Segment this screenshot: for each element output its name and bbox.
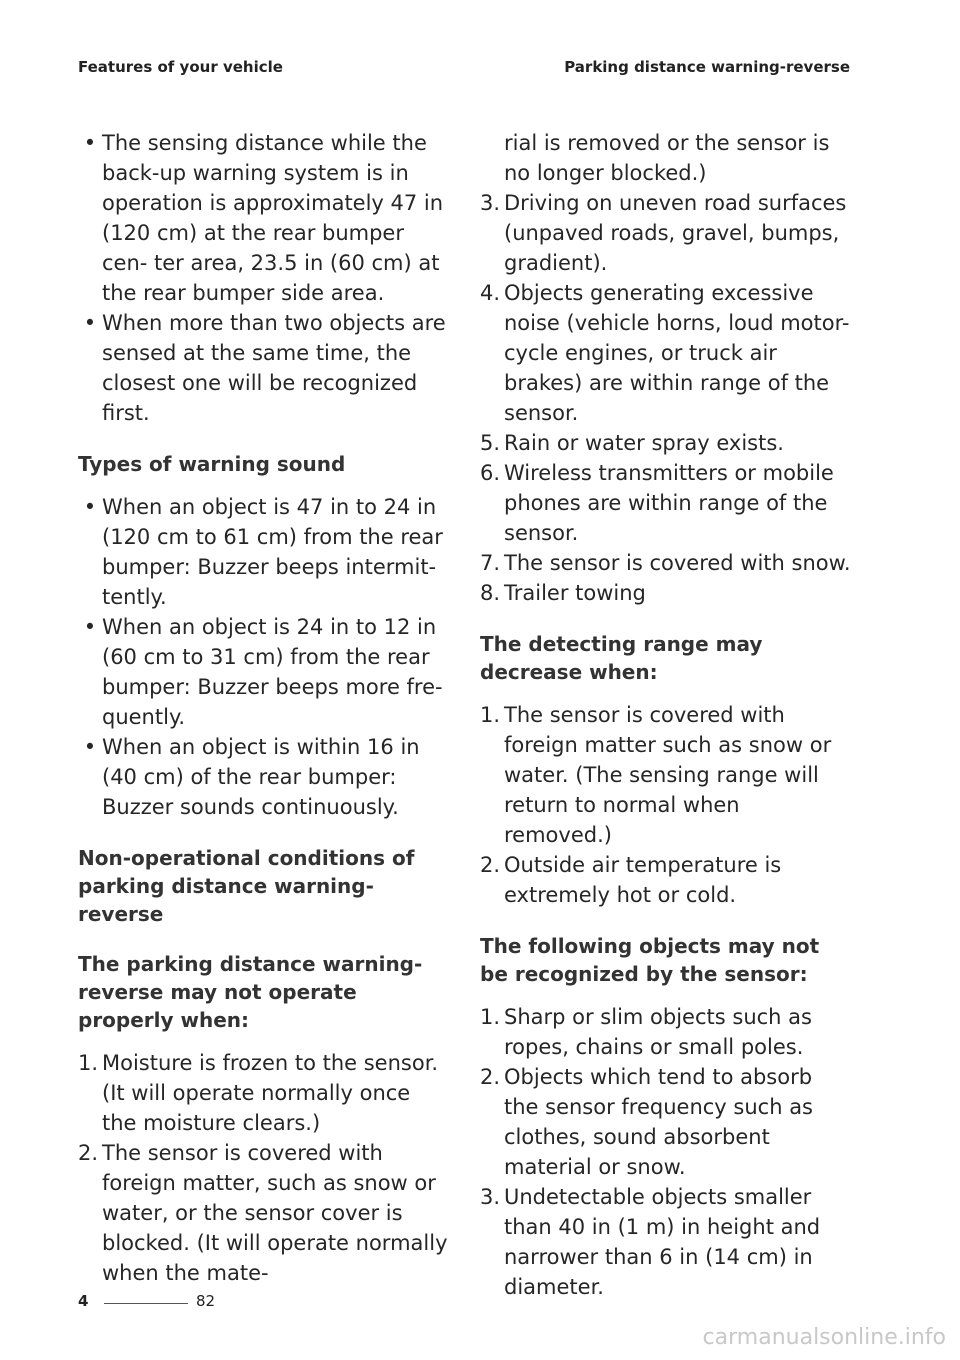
list-item: 8. Trailer towing bbox=[480, 581, 646, 605]
subsection-heading: The detecting range may decrease when: bbox=[480, 632, 763, 684]
header-section-title: Features of your vehicle bbox=[78, 58, 283, 76]
subsection-heading: The parking distance warning- reverse may not operate properly when: bbox=[78, 952, 423, 1032]
list-item: 7. The sensor is covered with snow. bbox=[480, 551, 851, 575]
left-column bbox=[78, 128, 450, 1288]
list-item: 1. Moisture is frozen to the sensor. (It will operate normally once the moisture clears.) bbox=[78, 1051, 439, 1135]
list-item: 3. Undetectable objects smaller than 40 in (1 m) in height and narrower than 6 in (14 cm) in diameter. bbox=[480, 1185, 821, 1299]
list-item: 1. The sensor is covered with foreign matter such as snow or water. (The sensing range will return to normal when removed.) bbox=[480, 703, 832, 847]
list-item: 2. Outside air temperature is extremely hot or cold. bbox=[480, 853, 782, 907]
continued-text: rial is removed or the sensor is no longer blocked.) bbox=[504, 131, 830, 185]
footer-divider bbox=[104, 1303, 188, 1304]
list-item: • When an object is 47 in to 24 in (120 cm to 61 cm) from the rear bumper: Buzzer beeps intermit- tently. bbox=[78, 492, 450, 612]
header-topic-title: Parking distance warning-reverse bbox=[564, 58, 850, 76]
list-item: • When more than two objects are sensed at the same time, the closest one will be recognized first. bbox=[78, 308, 450, 428]
list-item: 6. Wireless transmitters or mobile phones are within range of the sensor. bbox=[480, 461, 834, 545]
list-item: 4. Objects generating excessive noise (vehicle horns, loud motor- cycle engines, or truck air brakes) are within range of the sensor. bbox=[480, 281, 850, 425]
page-number: 82 bbox=[196, 1292, 216, 1310]
bullet-icon: • bbox=[83, 495, 97, 519]
list-item: • When an object is 24 in to 12 in (60 cm to 31 cm) from the rear bumper: Buzzer beeps more fre- quently. bbox=[78, 612, 450, 732]
bullet-icon: • bbox=[83, 735, 97, 759]
list-item: 3. Driving on uneven road surfaces (unpaved roads, gravel, bumps, gradient). bbox=[480, 191, 847, 275]
list-item: • The sensing distance while the back-up warning system is in operation is approximately 47 in (120 cm) at the rear bumper cen- ter area, 23.5 in (60 cm) at the rear bumper side area. bbox=[78, 128, 450, 308]
subsection-heading: The following objects may not be recognized by the sensor: bbox=[480, 934, 820, 986]
list-item: 5. Rain or water spray exists. bbox=[480, 431, 784, 455]
list-item: • When an object is within 16 in (40 cm) of the rear bumper: Buzzer sounds continuously. bbox=[78, 732, 450, 822]
section-heading: Non-operational conditions of parking distance warning-reverse bbox=[78, 846, 415, 926]
bullet-icon: • bbox=[83, 615, 97, 639]
watermark-text: carmanualsonline.info bbox=[702, 1325, 946, 1350]
right-column bbox=[480, 128, 852, 1302]
section-heading: Types of warning sound bbox=[78, 452, 346, 476]
bullet-icon: • bbox=[83, 311, 97, 335]
bullet-icon: • bbox=[83, 131, 97, 155]
list-item: 1. Sharp or slim objects such as ropes, chains or small poles. bbox=[480, 1005, 812, 1059]
chapter-number: 4 bbox=[78, 1292, 89, 1310]
page-header bbox=[78, 58, 850, 82]
list-item: 2. The sensor is covered with foreign matter, such as snow or water, or the sensor cover is blocked. (It will operate normally when the mate- bbox=[78, 1141, 448, 1285]
list-item: 2. Objects which tend to absorb the sensor frequency such as clothes, sound absorbent material or snow. bbox=[480, 1065, 814, 1179]
